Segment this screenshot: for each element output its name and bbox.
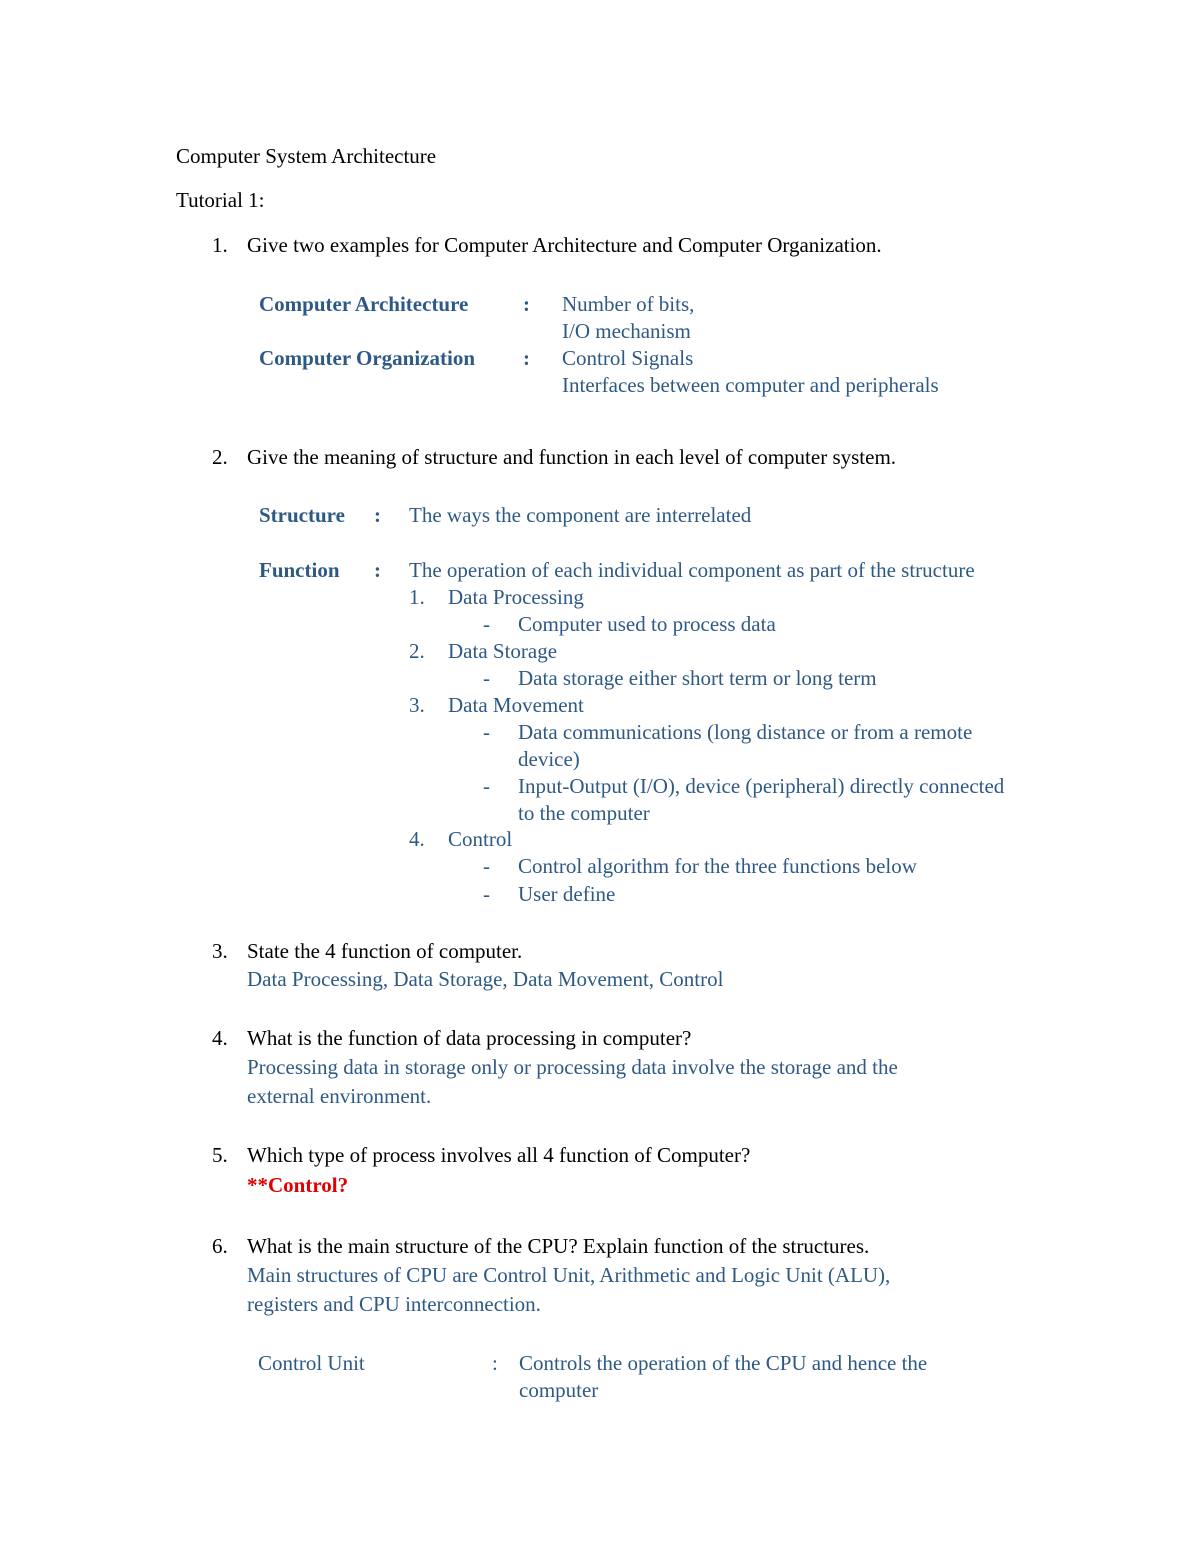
q2-item-4-number: 4. xyxy=(409,827,425,851)
q2-item-4-dash-1: - xyxy=(483,854,490,878)
q5-answer: **Control? xyxy=(247,1173,349,1197)
q2-item-2-dash: - xyxy=(483,666,490,690)
q1-organization-line-1: Control Signals xyxy=(562,346,694,370)
q2-item-1-number: 1. xyxy=(409,585,425,609)
q2-item-2-number: 2. xyxy=(409,639,425,663)
q1-number: 1. xyxy=(212,233,228,257)
doc-subtitle: Tutorial 1: xyxy=(176,188,265,212)
q6-sep-control-unit: : xyxy=(492,1351,498,1375)
q6-answer-line-1: Main structures of CPU are Control Unit, Arithmetic and Logic Unit (ALU), xyxy=(247,1263,891,1287)
q6-answer-line-2: registers and CPU interconnection. xyxy=(247,1292,541,1316)
q3-number: 3. xyxy=(212,939,228,963)
q2-question: Give the meaning of structure and function in each level of computer system. xyxy=(247,445,897,469)
q1-organization-line-2: Interfaces between computer and peripherals xyxy=(562,373,939,397)
q4-number: 4. xyxy=(212,1026,228,1050)
q2-item-1-sub-1: Computer used to process data xyxy=(518,612,776,636)
q2-item-4-sub-1: Control algorithm for the three functions below xyxy=(518,854,917,878)
q1-term-organization: Computer Organization xyxy=(259,346,476,370)
q2-item-3-number: 3. xyxy=(409,693,425,717)
q4-answer-line-2: external environment. xyxy=(247,1084,432,1108)
q2-item-3-sub-1-line-2: device) xyxy=(518,747,580,771)
q2-item-3-sub-1-line-1: Data communications (long distance or from a remote xyxy=(518,720,973,744)
q2-item-4-sub-2: User define xyxy=(518,882,616,906)
q5-number: 5. xyxy=(212,1143,228,1167)
q2-item-4-dash-2: - xyxy=(483,882,490,906)
q3-answer: Data Processing, Data Storage, Data Movement, Control xyxy=(247,967,724,991)
q2-item-3-sub-2-line-2: to the computer xyxy=(518,801,650,825)
q2-sep-structure: : xyxy=(374,503,381,527)
q6-control-unit-line-1: Controls the operation of the CPU and hence the xyxy=(519,1351,928,1375)
q2-item-2-sub-1: Data storage either short term or long term xyxy=(518,666,877,690)
q2-sep-function: : xyxy=(374,558,381,582)
q2-term-structure: Structure xyxy=(259,503,345,527)
q1-term-architecture: Computer Architecture xyxy=(259,292,469,316)
q6-term-control-unit: Control Unit xyxy=(258,1351,365,1375)
q2-item-2-label: Data Storage xyxy=(448,639,558,663)
q2-item-1-dash: - xyxy=(483,612,490,636)
q1-sep-architecture: : xyxy=(523,292,530,316)
q2-structure-text: The ways the component are interrelated xyxy=(409,503,752,527)
q1-architecture-line-2: I/O mechanism xyxy=(562,319,691,343)
q2-item-3-dash-2: - xyxy=(483,774,490,798)
q2-item-3-label: Data Movement xyxy=(448,693,584,717)
q2-item-1-label: Data Processing xyxy=(448,585,584,609)
q2-item-3-dash-1: - xyxy=(483,720,490,744)
q2-term-function: Function xyxy=(259,558,340,582)
q6-number: 6. xyxy=(212,1234,228,1258)
q2-item-4-label: Control xyxy=(448,827,513,851)
q1-sep-organization: : xyxy=(523,346,530,370)
q1-architecture-line-1: Number of bits, xyxy=(562,292,695,316)
q1-question: Give two examples for Computer Architecture and Computer Organization. xyxy=(247,233,882,257)
q4-answer-line-1: Processing data in storage only or processing data involve the storage and the xyxy=(247,1055,898,1079)
q6-question: What is the main structure of the CPU? Explain function of the structures. xyxy=(247,1234,870,1258)
q6-control-unit-line-2: computer xyxy=(519,1378,599,1402)
doc-title: Computer System Architecture xyxy=(176,144,437,168)
q2-number: 2. xyxy=(212,445,228,469)
q2-item-3-sub-2-line-1: Input-Output (I/O), device (peripheral) directly connected xyxy=(518,774,1005,798)
q5-question: Which type of process involves all 4 function of Computer? xyxy=(247,1143,751,1167)
q3-question: State the 4 function of computer. xyxy=(247,939,523,963)
q2-function-text: The operation of each individual component as part of the structure xyxy=(409,558,975,582)
q4-question: What is the function of data processing in computer? xyxy=(247,1026,692,1050)
